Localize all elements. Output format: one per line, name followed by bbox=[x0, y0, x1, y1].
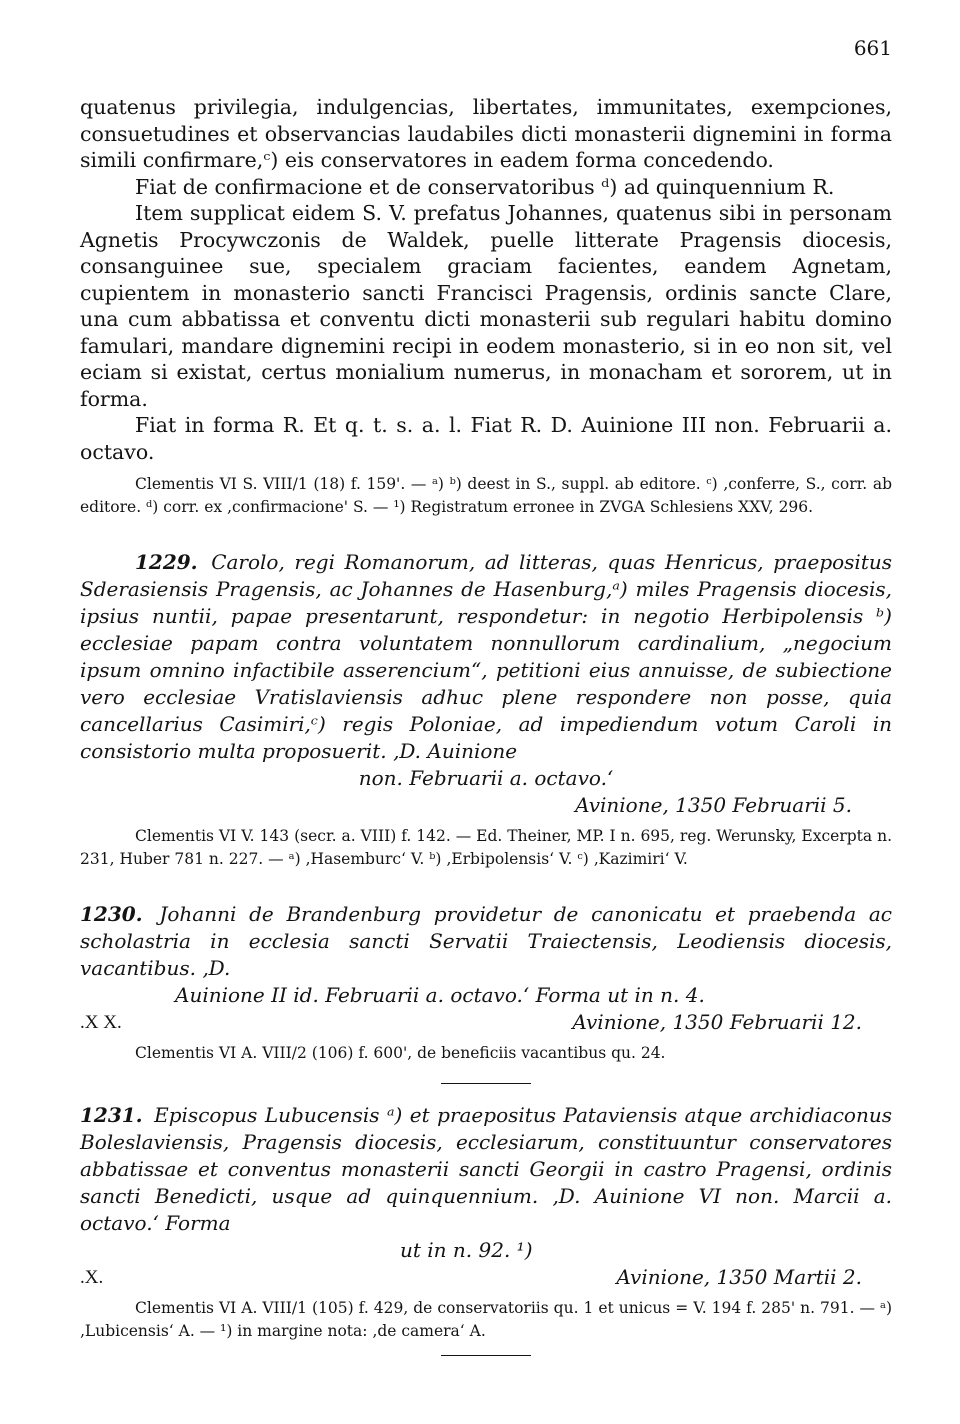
regest-text-end: non. Februarii a. octavo.‘ bbox=[358, 766, 614, 790]
regest-text-end: Auinione II id. Februarii a. octavo.‘ Forma ut in n. 4. bbox=[175, 983, 705, 1007]
place-date: Avinione, 1350 Februarii 12. bbox=[572, 1010, 862, 1034]
footnotes bbox=[80, 473, 892, 519]
place-date: Avinione, 1350 Martii 2. bbox=[616, 1265, 862, 1289]
paragraph: Fiat in forma R. Et q. t. s. a. l. Fiat R. D. Auinione III non. Februarii a. octavo. bbox=[80, 413, 892, 464]
dating-marks: .X. bbox=[80, 1267, 104, 1288]
entry-1231 bbox=[80, 1102, 892, 1343]
entry-1230 bbox=[80, 901, 892, 1065]
paragraph: quatenus privilegia, indulgencias, libertates, immunitates, exempciones, consuetudines et observancias laudabiles dicti monasterii dignemini in forma simili confirmare,ᶜ) eis conservatores in eadem forma concedendo. bbox=[80, 95, 892, 172]
page bbox=[80, 36, 892, 1356]
paragraph: Item supplicat eidem S. V. prefatus Johannes, quatenus sibi in personam Agnetis Procywczonis de Waldek, puelle litterate Pragensis diocesis, consanguinee sue, specialem graciam facientes, eandem Agnetam, cupientem in monasterio sancti Francisci Pragensis, ordinis sancte Clare, una cum abbatissa et conventu dicti monasterii sub regulari habitu domino famulari, mandare dignemini recipi in eodem monasterio, si in eo non sit, vel eciam si existat, certus monialium numerus, in monacham et sororem, ut in forma. bbox=[80, 201, 892, 411]
regest-text-end: ut in n. 92. ¹) bbox=[400, 1238, 533, 1262]
source-notes: Clementis VI A. VIII/2 (106) f. 600', de beneficiis vacantibus qu. 24. bbox=[135, 1044, 666, 1062]
paragraph: Fiat de confirmacione et de conservatoribus ᵈ) ad quinquennium R. bbox=[135, 174, 835, 199]
divider bbox=[441, 1355, 531, 1356]
entry-number: 1230. bbox=[80, 902, 143, 926]
regest-text: Johanni de Brandenburg providetur de canonicatu et praebenda ac scholastria in ecclesia sancti Servatii Traiectensis, Leodiensis diocesis, vacantibus. ‚D. bbox=[80, 902, 892, 980]
entry-1229 bbox=[80, 549, 892, 871]
continued-text bbox=[80, 94, 892, 465]
dating-marks: .X X. bbox=[80, 1012, 122, 1033]
regest-text: Carolo, regi Romanorum, ad litteras, quas Henricus, praepositus Sderasiensis Pragensis, ac Johannes de Hasenburg,ᵃ) miles Pragensis diocesis, ipsius nuntii, papae presentarunt, respondetur: in negotio Herbipolensis ᵇ) ecclesiae papam contra voluntatem nonnullorum cardinalium, „negocium ipsum omnino infactibile asserencium“, petitioni eius annuisse, de subiectione vero ecclesiae Vratislaviensis adhuc plene respondere non posse, quia cancellarius Casimiri,ᶜ) regis Poloniae, ad impediendum votum Caroli in consistorio multa proposuerit. ‚D. Auinione bbox=[80, 550, 892, 763]
source-notes: Clementis VI A. VIII/1 (105) f. 429, de conservatoriis qu. 1 et unicus = V. 194 f. 285' n. 791. — ᵃ) ‚Lubicensis‘ A. — ¹) in margine nota: ‚de camera‘ A. bbox=[80, 1299, 892, 1340]
entry-number: 1231. bbox=[80, 1103, 143, 1127]
place-date: Avinione, 1350 Februarii 5. bbox=[575, 793, 852, 817]
regest-text: Episcopus Lubucensis ᵃ) et praepositus Pataviensis atque archidiaconus Boleslaviensis, Pragensis diocesis, ecclesiarum, constituuntur conservatores abbatissae et conventus monasterii sancti Georgii in castro Pragensi, ordinis sancti Benedicti, usque ad quinquennium. ‚D. Auinione VI non. Marcii a. octavo.‘ Forma bbox=[80, 1103, 892, 1235]
page-number: 661 bbox=[853, 36, 892, 60]
entry-number: 1229. bbox=[135, 550, 198, 574]
source-notes: Clementis VI V. 143 (secr. a. VIII) f. 142. — Ed. Theiner, MP. I n. 695, reg. Werunsky, Excerpta n. 231, Huber 781 n. 227. — ᵃ) ‚Hasemburc‘ V. ᵇ) ‚Erbipolensis‘ V. ᶜ) ‚Kazimiri‘ V. bbox=[80, 827, 892, 868]
footnote-text: Clementis VI S. VIII/1 (18) f. 159'. — ᵃ) ᵇ) deest in S., suppl. ab editore. ᶜ) ‚conferre, S., corr. ab editore. ᵈ) corr. ex ‚confirmacione' S. — ¹) Registratum erronee in ZVGA Schlesiens XXV, 296. bbox=[80, 475, 892, 516]
